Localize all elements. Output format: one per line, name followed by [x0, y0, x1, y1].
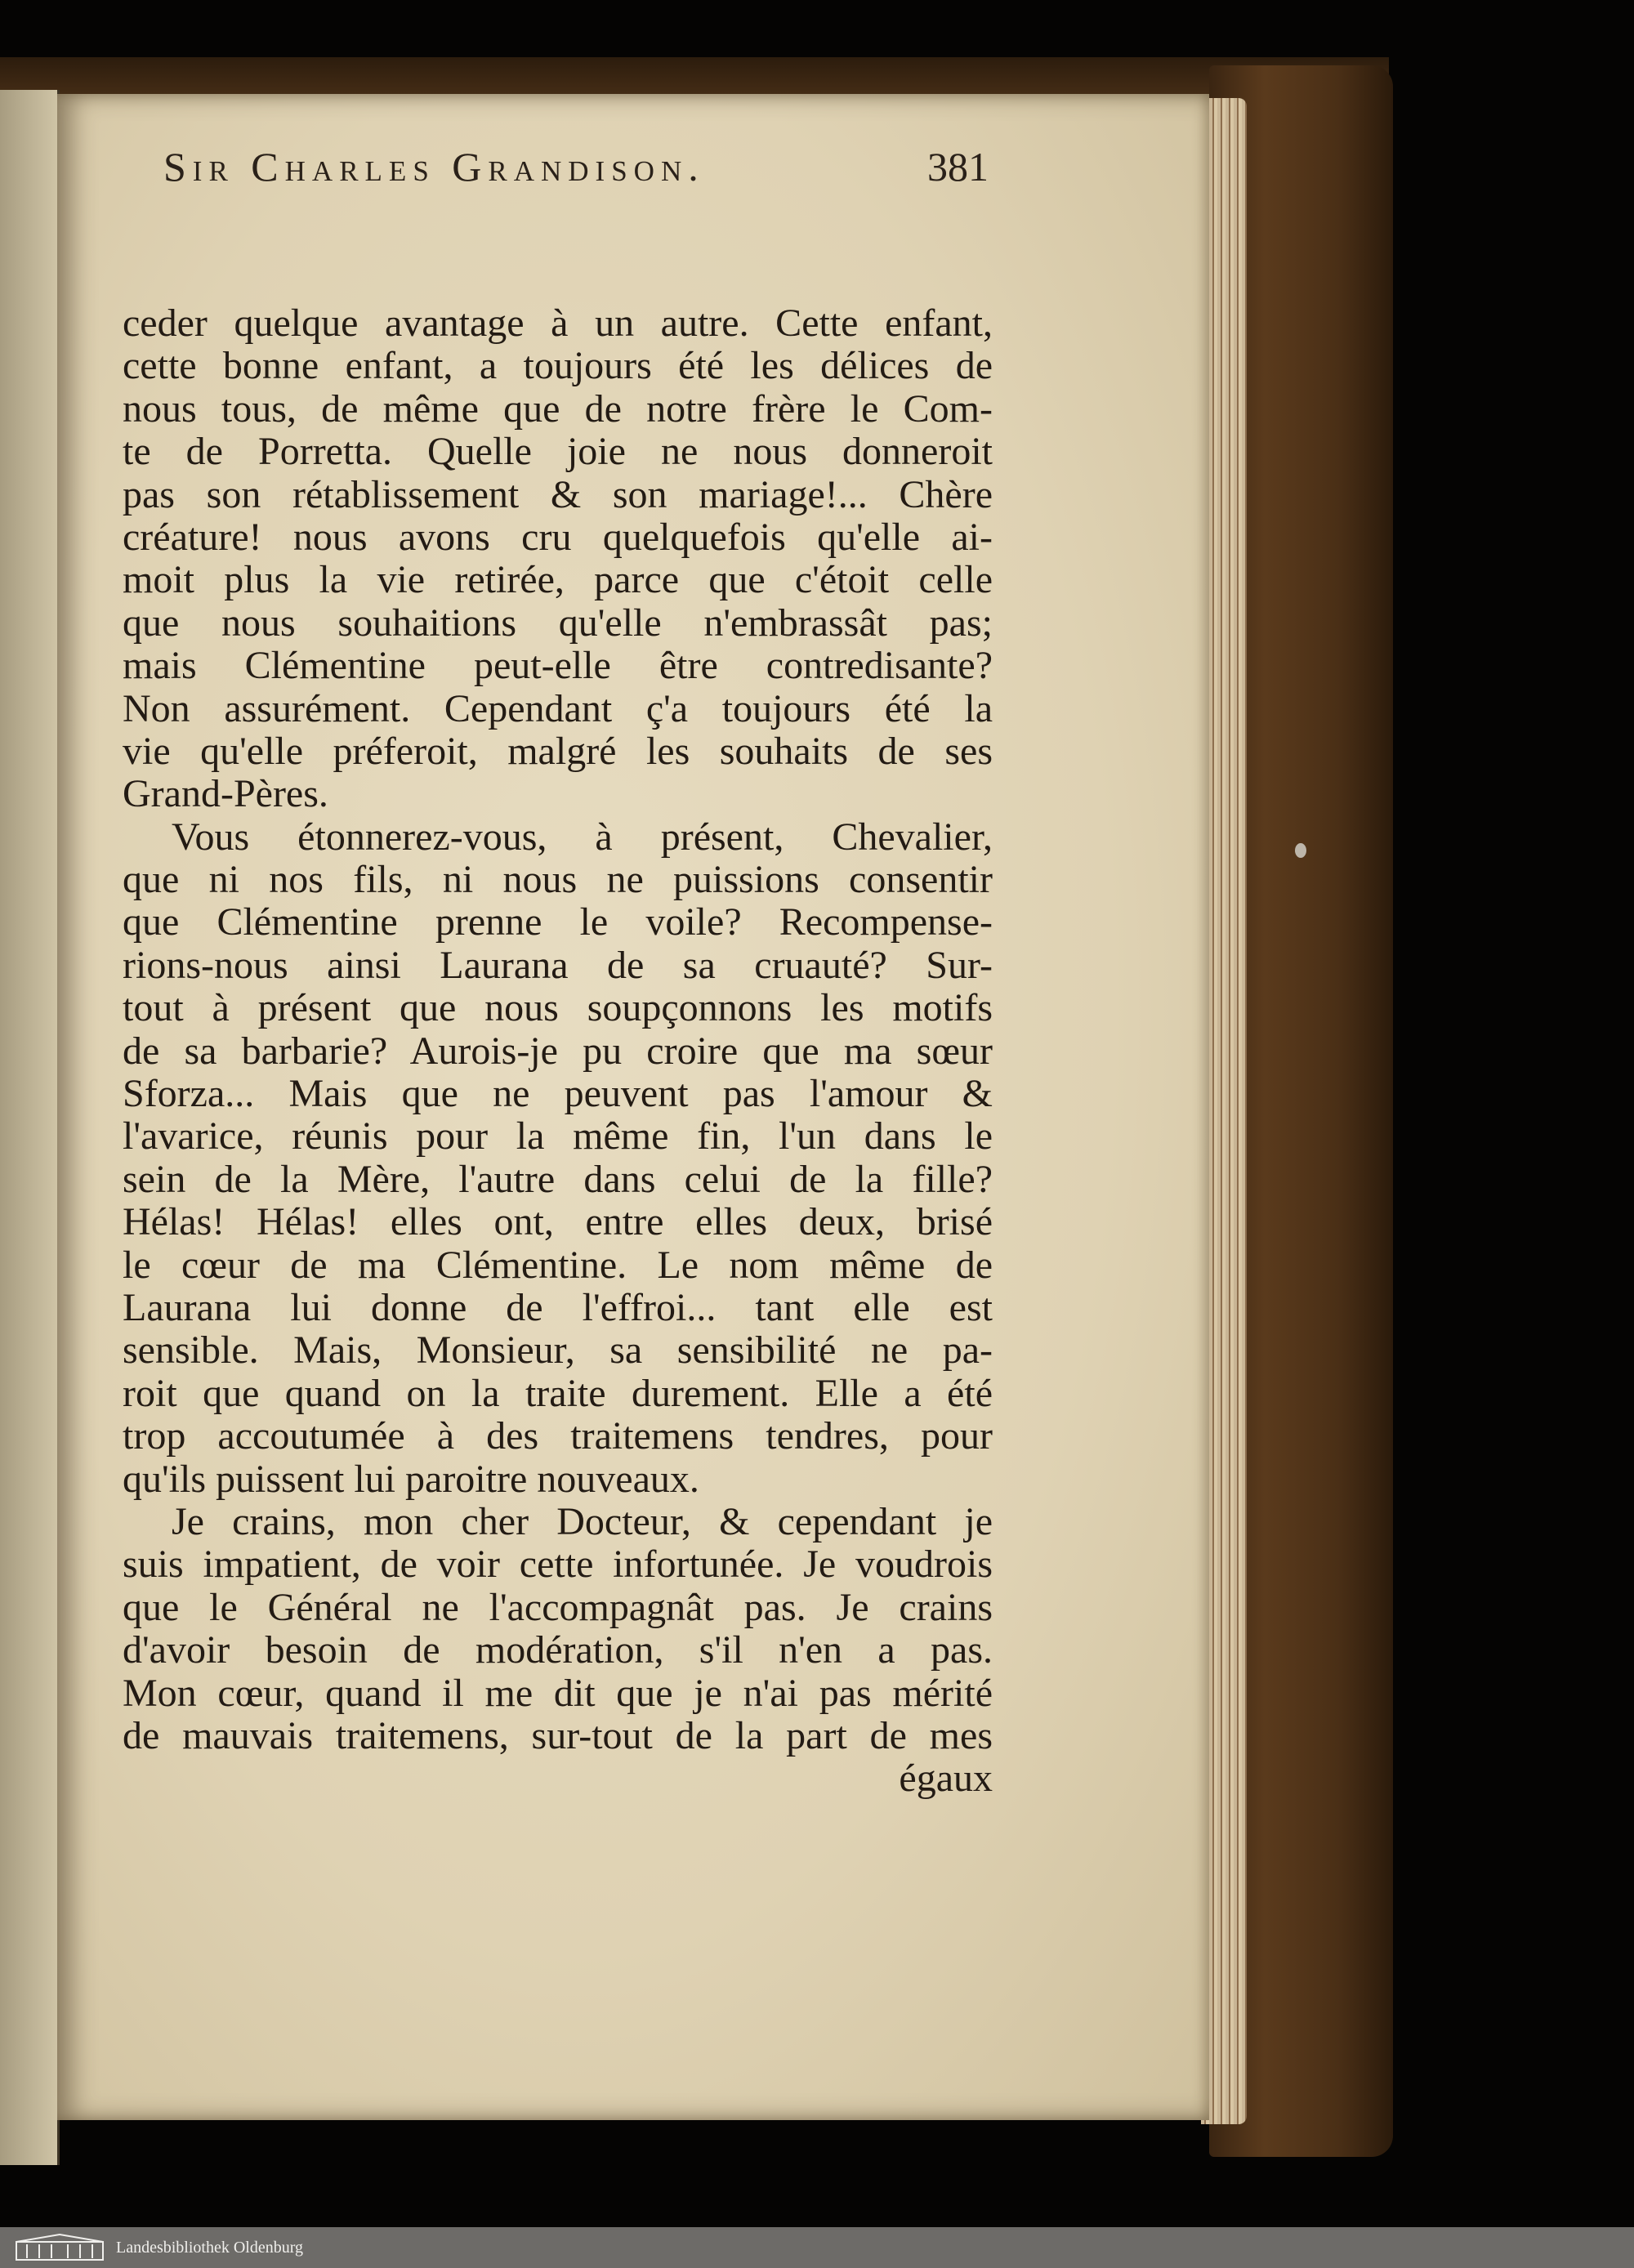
- text-line: nous tous, de même que de notre frère le Com-: [123, 386, 993, 431]
- text-line: sensible. Mais, Monsieur, sa sensibilité ne pa-: [123, 1328, 993, 1373]
- text-line: Grand-Pères.: [123, 772, 328, 816]
- text-line: ceder quelque avantage à un autre. Cette enfant,: [123, 301, 993, 345]
- text-line: trop accoutumée à des traitemens tendres, pour: [123, 1414, 993, 1458]
- text-line: Sforza... Mais que ne peuvent pas l'amour &: [123, 1072, 993, 1116]
- text-line: qu'ils puissent lui paroitre nouveaux.: [123, 1457, 699, 1501]
- text-line: de mauvais traitemens, sur-tout de la part de mes: [123, 1713, 993, 1757]
- library-building-icon: [15, 2234, 105, 2261]
- text-line: vie qu'elle préferoit, malgré les souhaits de ses: [123, 729, 993, 773]
- text-line: tout à présent que nous soupçonnons les motifs: [123, 986, 993, 1030]
- text-line: Non assurément. Cependant ç'a toujours été la: [123, 686, 993, 730]
- text-line: que Clémentine prenne le voile? Recompense-: [123, 900, 993, 944]
- text-line: pas son rétablissement & son mariage!... Chère: [123, 472, 993, 516]
- body-text: [123, 302, 993, 1801]
- text-line: Hélas! Hélas! elles ont, entre elles deux, brisé: [123, 1200, 993, 1244]
- running-title: Sir Charles Grandison.: [163, 144, 705, 190]
- text-line: égaux: [899, 1757, 993, 1801]
- text-line: sein de la Mère, l'autre dans celui de la fille?: [123, 1157, 993, 1201]
- running-head: [163, 143, 989, 190]
- text-line: que ni nos fils, ni nous ne puissions consentir: [123, 858, 993, 902]
- text-line: créature! nous avons cru quelquefois qu'elle ai-: [123, 515, 993, 559]
- text-line: cette bonne enfant, a toujours été les délices de: [123, 344, 993, 388]
- text-line: rions-nous ainsi Laurana de sa cruauté? Sur-: [123, 943, 993, 987]
- text-line: suis impatient, de voir cette infortunée. Je voudrois: [123, 1543, 993, 1587]
- text-line: Je crains, mon cher Docteur, & cependant je: [172, 1499, 993, 1543]
- text-line: le cœur de ma Clémentine. Le nom même de: [123, 1243, 993, 1287]
- page-number: 381: [927, 144, 989, 190]
- text-line: l'avarice, réunis pour la même fin, l'un dans le: [123, 1114, 993, 1159]
- text-line: que le Général ne l'accompagnât pas. Je crains: [123, 1585, 993, 1629]
- footer-bar: [0, 2227, 1634, 2268]
- text-line: Vous étonnerez-vous, à présent, Chevalier,: [172, 815, 993, 859]
- text-line: Laurana lui donne de l'effroi... tant elle est: [123, 1285, 993, 1329]
- text-line: que nous souhaitions qu'elle n'embrassât pas;: [123, 600, 993, 645]
- paper-spot: [1295, 843, 1306, 858]
- text-line: d'avoir besoin de modération, s'il n'en a pas.: [123, 1628, 993, 1672]
- library-name: Landesbibliothek Oldenburg: [116, 2238, 304, 2257]
- text-line: mais Clémentine peut-elle être contredisante?: [123, 644, 993, 688]
- previous-page-edge: [0, 90, 60, 2165]
- text-line: moit plus la vie retirée, parce que c'étoit celle: [123, 558, 993, 602]
- text-line: te de Porretta. Quelle joie ne nous donneroit: [123, 430, 993, 474]
- text-line: Mon cœur, quand il me dit que je n'ai pas mérité: [123, 1671, 993, 1715]
- text-line: roit que quand on la traite durement. Elle a été: [123, 1371, 993, 1415]
- text-line: de sa barbarie? Aurois-je pu croire que ma sœur: [123, 1029, 993, 1073]
